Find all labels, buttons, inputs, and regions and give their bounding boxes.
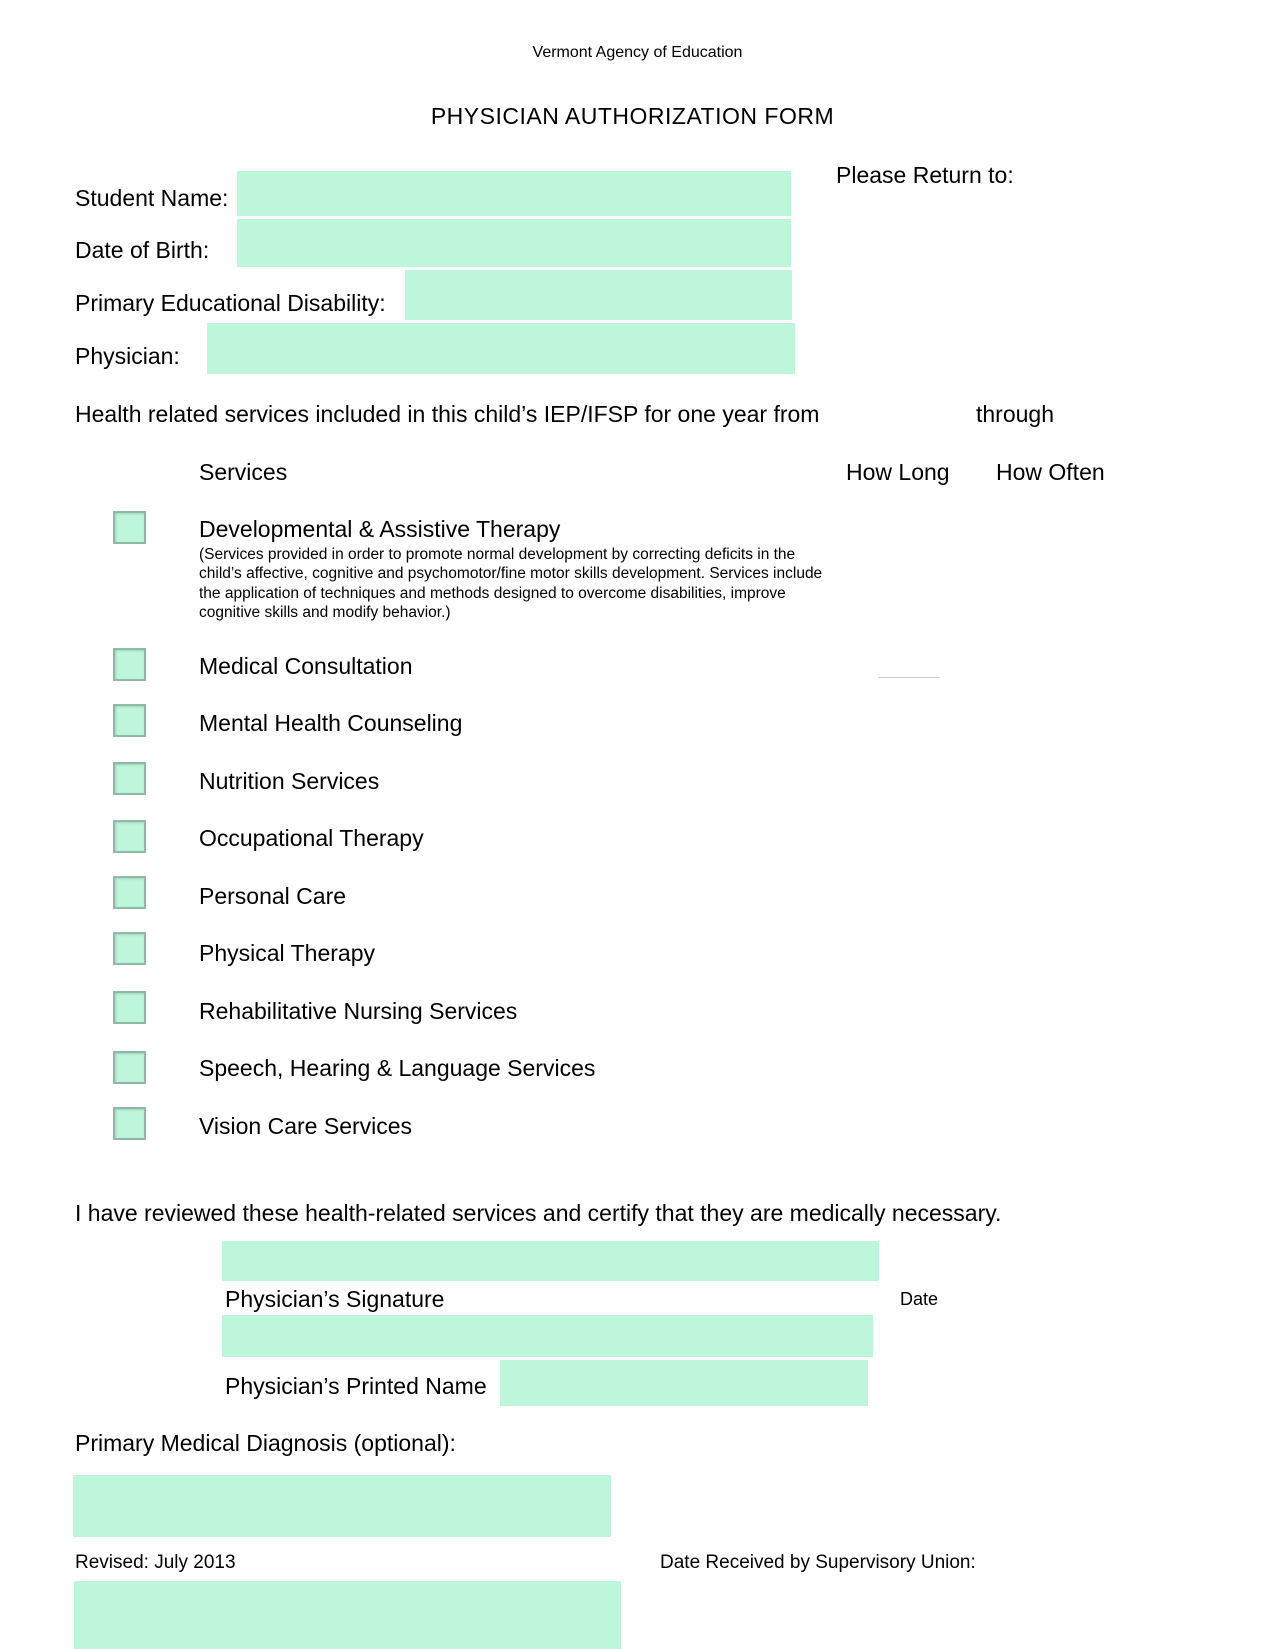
- physician-extra-field[interactable]: [222, 1315, 873, 1357]
- checkbox-developmental-therapy[interactable]: [113, 511, 146, 544]
- diagnosis-field[interactable]: [73, 1475, 611, 1537]
- student-name-label: Student Name:: [75, 185, 229, 211]
- checkbox-speech-hearing-language[interactable]: [113, 1051, 146, 1084]
- service-label-nutrition-services: Nutrition Services: [199, 768, 380, 794]
- checkbox-occupational-therapy[interactable]: [113, 820, 146, 853]
- service-label-personal-care: Personal Care: [199, 883, 347, 909]
- service-label-developmental-therapy: Developmental & Assistive Therapy: [199, 516, 561, 542]
- service-label-rehabilitative-nursing: Rehabilitative Nursing Services: [199, 998, 518, 1024]
- service-label-occupational-therapy: Occupational Therapy: [199, 825, 424, 851]
- certification-statement: I have reviewed these health-related services and certify that they are medically necessary.: [75, 1200, 1002, 1226]
- physician-printed-name-field[interactable]: [500, 1360, 868, 1406]
- diagnosis-label: Primary Medical Diagnosis (optional):: [75, 1430, 456, 1456]
- physician-signature-label: Physician’s Signature: [225, 1286, 445, 1312]
- service-label-vision-care: Vision Care Services: [199, 1113, 413, 1139]
- revised-date: Revised: July 2013: [75, 1552, 236, 1573]
- service-description-developmental-therapy: (Services provided in order to promote normal development by correcting deficits in the child’s affective, cognitive and psychomotor/fine motor skills development. Services include the application of techniques and methods designed to overcome disabilities, improve cognitive skills and modify behavior.): [199, 546, 823, 621]
- dob-label: Date of Birth:: [75, 237, 210, 263]
- return-to-label: Please Return to:: [836, 162, 1014, 188]
- agency-name: Vermont Agency of Education: [532, 44, 743, 61]
- services-period-text: Health related services included in this child’s IEP/IFSP for one year from: [75, 401, 820, 427]
- checkbox-physical-therapy[interactable]: [113, 932, 146, 965]
- disability-field[interactable]: [405, 270, 792, 320]
- service-label-physical-therapy: Physical Therapy: [199, 940, 375, 966]
- service-label-medical-consultation: Medical Consultation: [199, 653, 413, 679]
- date-received-label: Date Received by Supervisory Union:: [660, 1552, 976, 1573]
- service-label-speech-hearing-language: Speech, Hearing & Language Services: [199, 1055, 596, 1081]
- checkbox-personal-care[interactable]: [113, 876, 146, 909]
- through-label: through: [976, 401, 1055, 427]
- bottom-field[interactable]: [74, 1581, 621, 1649]
- checkbox-nutrition-services[interactable]: [113, 762, 146, 795]
- dob-field[interactable]: [237, 219, 791, 267]
- form-title: PHYSICIAN AUTHORIZATION FORM: [430, 103, 835, 129]
- checkbox-medical-consultation[interactable]: [113, 648, 146, 681]
- physician-signature-field[interactable]: [222, 1241, 879, 1281]
- disability-label: Primary Educational Disability:: [75, 290, 386, 316]
- checkbox-mental-health-counseling[interactable]: [113, 704, 146, 737]
- how-long-header: How Long: [846, 459, 950, 485]
- physician-label: Physician:: [75, 343, 180, 369]
- date-label: Date: [900, 1289, 939, 1309]
- student-name-field[interactable]: [237, 171, 791, 216]
- how-often-header: How Often: [996, 459, 1105, 485]
- physician-field[interactable]: [207, 323, 795, 374]
- service-label-mental-health-counseling: Mental Health Counseling: [199, 710, 463, 736]
- how-long-underline: [878, 677, 940, 678]
- services-header: Services: [199, 459, 288, 485]
- physician-printed-name-label: Physician’s Printed Name: [225, 1373, 487, 1399]
- checkbox-vision-care[interactable]: [113, 1107, 146, 1140]
- checkbox-rehabilitative-nursing[interactable]: [113, 991, 146, 1024]
